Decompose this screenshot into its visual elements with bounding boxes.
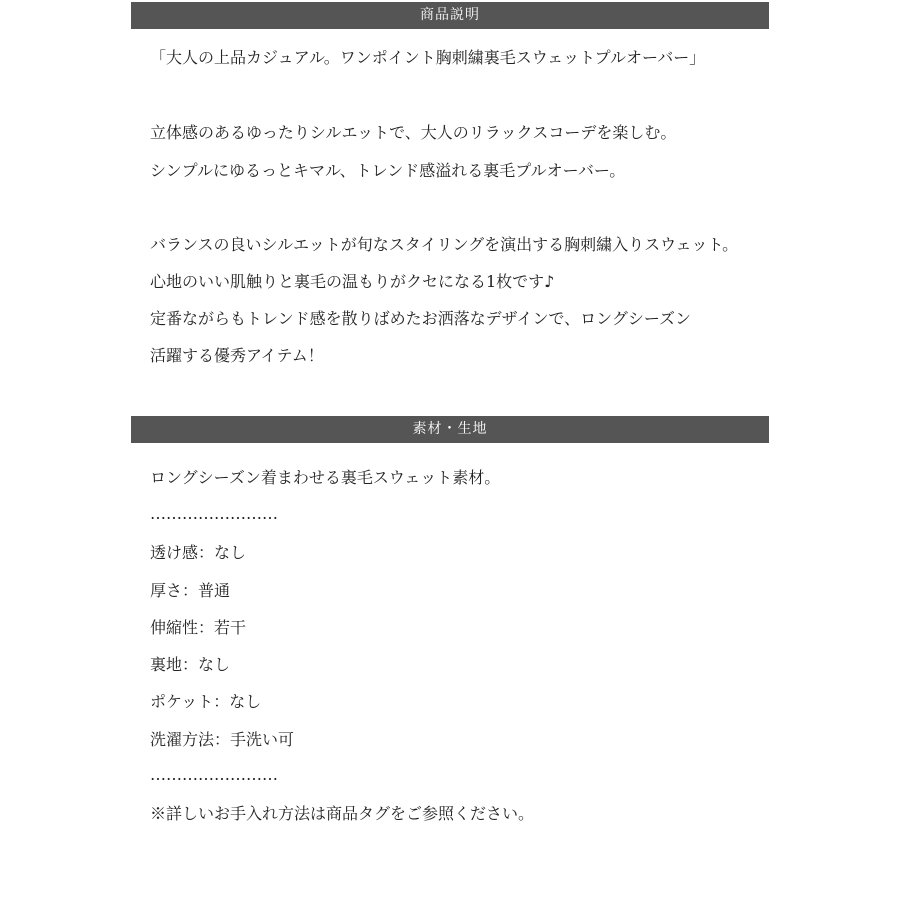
description-line: 定番ながらもトレンド感を散りばめたお洒落なデザインで、ロングシーズン xyxy=(150,309,692,328)
description-line: 活躍する優秀アイテム！ xyxy=(150,346,324,365)
dotted-divider: …………………… xyxy=(150,765,278,784)
material-intro: ロングシーズン着まわせる裏毛スウェット素材。 xyxy=(150,468,501,487)
dotted-divider: …………………… xyxy=(150,504,278,523)
product-title-line: 「大人の上品カジュアル。ワンポイント胸刺繍裏毛スウェットプルオーバー」 xyxy=(150,48,706,67)
material-spec-item: ポケット：なし xyxy=(150,692,262,711)
material-spec-item: 裏地：なし xyxy=(150,655,231,674)
section-heading-description: 商品説明 xyxy=(131,2,769,29)
description-line: シンプルにゆるっとキマル、トレンド感溢れる裏毛プルオーバー。 xyxy=(150,161,626,180)
material-spec-item: 伸縮性：若干 xyxy=(150,618,247,637)
description-line: バランスの良いシルエットが旬なスタイリングを演出する胸刺繍入りスウェット。 xyxy=(150,235,739,254)
material-spec-item: 厚さ：普通 xyxy=(150,581,231,600)
description-line: 立体感のあるゆったりシルエットで、大人のリラックスコーデを楽しむ。 xyxy=(150,123,677,142)
care-note: ※詳しいお手入れ方法は商品タグをご参照ください。 xyxy=(150,804,535,823)
section-heading-material: 素材・生地 xyxy=(131,416,769,443)
material-spec-item: 洗濯方法：手洗い可 xyxy=(150,730,295,749)
description-line: 心地のいい肌触りと裏毛の温もりがクセになる1枚です♪ xyxy=(150,272,555,291)
material-spec-item: 透け感：なし xyxy=(150,543,247,562)
